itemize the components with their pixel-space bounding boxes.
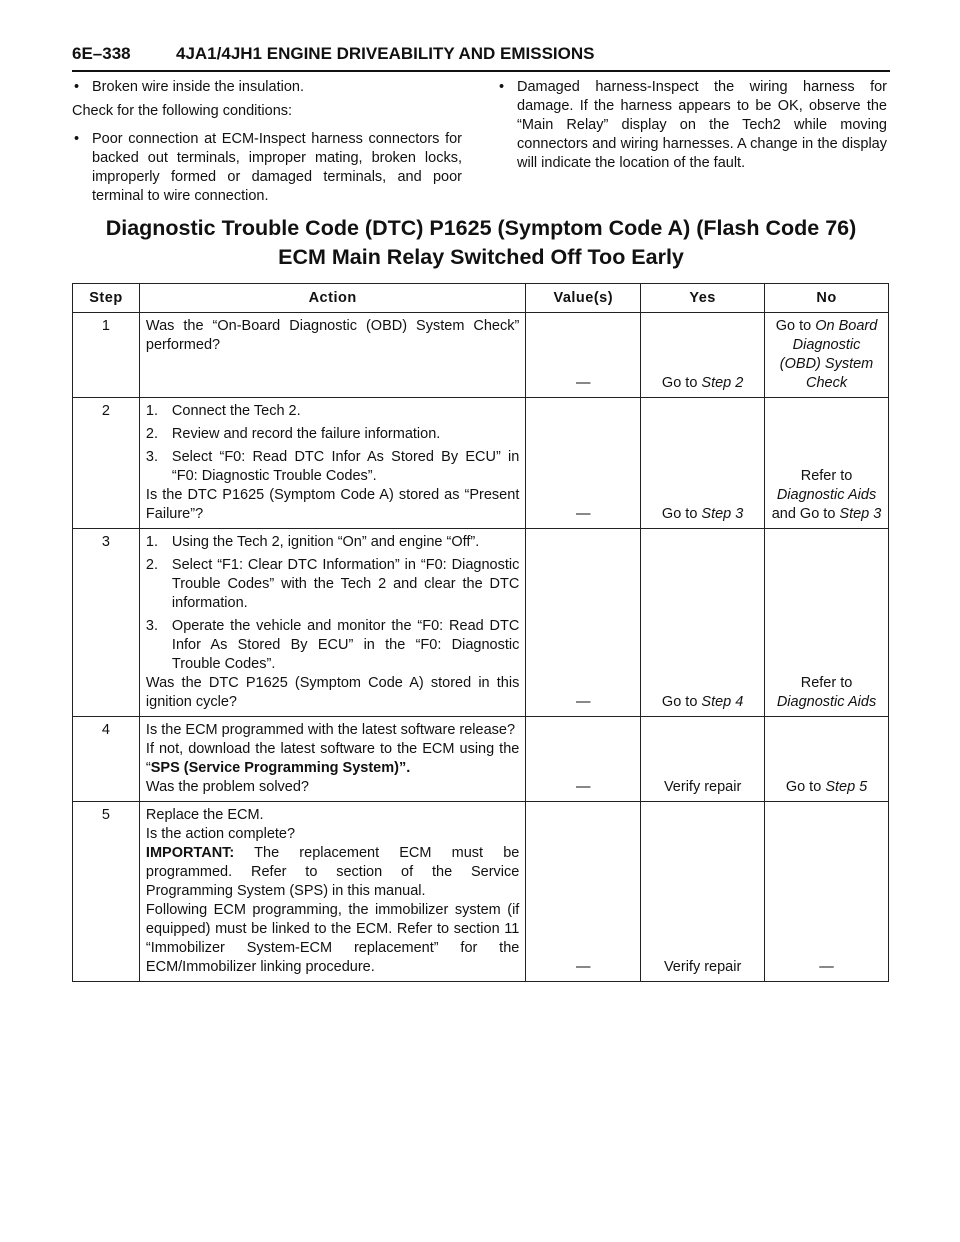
yes-cell [641, 313, 765, 398]
check-line: Check for the following conditions: [72, 103, 293, 119]
action-text: Is the ECM programmed with the latest software release? [145, 722, 516, 738]
no-cell: Go to Step 5 [765, 717, 889, 802]
action-text: Replace the ECM. [145, 807, 264, 823]
page-header [72, 44, 890, 72]
bullet-item: • Poor connection at ECM-Inspect harness connectors for backed out terminals, improper mating, broken locks, improperly formed or damaged terminals, and poor terminal to wire connection. [74, 131, 462, 204]
action-cell [139, 529, 525, 717]
action-question: Was the problem solved? [145, 779, 309, 795]
bullet-text: Damaged harness-Inspect the wiring harness for damage. If the harness appears to be OK, observe the “Main Relay” display on the Tech2 while moving connectors and wiring harnesses. A change in the display will indicate the location of the fault. [517, 79, 887, 171]
action-cell [139, 313, 525, 398]
step-number: 2 [73, 398, 140, 529]
table-row [73, 802, 889, 982]
sub-step: 2. Review and record the failure information. [145, 426, 441, 442]
yes-link[interactable]: Step 4 [701, 694, 744, 710]
step-number: 3 [73, 529, 140, 717]
action-question: Was the DTC P1625 (Symptom Code A) stored in this ignition cycle? [145, 675, 520, 710]
action-text: Was the “On-Board Diagnostic (OBD) System Check” performed? [145, 318, 520, 353]
header-no: No [765, 284, 889, 313]
table-row [73, 398, 889, 529]
action-cell [139, 398, 525, 529]
title-line-2: ECM Main Relay Switched Off Too Early [278, 245, 684, 269]
table-row [73, 529, 889, 717]
value-cell: — [526, 529, 641, 717]
no-cell [765, 313, 889, 398]
bullet-text: Broken wire inside the insulation. [92, 79, 304, 95]
no-cell: — [765, 802, 889, 982]
no-link[interactable]: On Board Diagnostic (OBD) System Check [779, 318, 878, 391]
sub-step: 1. Using the Tech 2, ignition “On” and engine “Off”. [145, 534, 480, 550]
action-question: Is the DTC P1625 (Symptom Code A) stored as “Present Failure”? [145, 487, 520, 522]
title-line-1: Diagnostic Trouble Code (DTC) P1625 (Symptom Code A) (Flash Code 76) [105, 216, 857, 240]
action-text: If not, download the latest software to the ECM using the “SPS (Service Programming System)”. [145, 741, 520, 776]
step-number: 5 [73, 802, 140, 982]
yes-cell: Go to Step 4 [641, 529, 765, 717]
header-step: Step [73, 284, 140, 313]
no-link[interactable]: Diagnostic Aids [776, 694, 877, 710]
value-cell: — [526, 802, 641, 982]
no-refer: Refer to [800, 468, 853, 484]
yes-link[interactable]: Step 3 [701, 506, 744, 522]
diagnostic-table [72, 283, 889, 982]
bullet-text: Poor connection at ECM-Inspect harness connectors for backed out terminals, improper mating, broken locks, improperly formed or damaged terminals, and poor terminal to wire connection. [92, 131, 462, 204]
no-prefix: Go to [775, 318, 816, 334]
step-number: 4 [73, 717, 140, 802]
bullet-item: • Broken wire inside the insulation. [74, 79, 304, 95]
action-question: Is the action complete? [145, 826, 296, 842]
yes-link[interactable]: Step 2 [701, 375, 744, 391]
action-text: Following ECM programming, the immobilizer system (if equipped) must be linked to the ECM. Refer to section 11 “Immobilizer System-ECM replacement” for the ECM/Immobilizer linking procedure. [145, 902, 520, 975]
action-cell [139, 802, 525, 982]
value-cell: — [526, 717, 641, 802]
no-link[interactable]: Diagnostic Aids [776, 487, 877, 503]
important-note: IMPORTANT: The replacement ECM must be programmed. Refer to section of the Service Programming System (SPS) in this manual. [145, 845, 520, 899]
section-title: 4JA1/4JH1 ENGINE DRIVEABILITY AND EMISSIONS [176, 44, 595, 63]
intro-left-column [72, 78, 462, 211]
header-yes: Yes [641, 284, 765, 313]
intro-right-column [497, 78, 887, 178]
page-number: 6E–338 [72, 44, 131, 63]
sub-step: 3. Operate the vehicle and monitor the “F0: Read DTC Infor As Stored By ECU” in the “F0: Diagnostic Trouble Codes”. [145, 618, 520, 672]
step-number: 1 [73, 313, 140, 398]
header-action: Action [139, 284, 525, 313]
no-cell [765, 529, 889, 717]
yes-cell: Verify repair [641, 802, 765, 982]
yes-cell: Verify repair [641, 717, 765, 802]
yes-prefix: Go to [661, 375, 702, 391]
value-cell: — [526, 313, 641, 398]
bullet-item: • Damaged harness-Inspect the wiring harness for damage. If the harness appears to be OK, observe the “Main Relay” display on the Tech2 while moving connectors and wiring harnesses. A change in the display will indicate the location of the fault. [499, 79, 887, 171]
no-refer: Refer to [800, 675, 853, 691]
table-row [73, 717, 889, 802]
no-cell: Refer to Diagnostic Aids and Go to Step 3 [765, 398, 889, 529]
table-header-row [73, 284, 889, 313]
table-row [73, 313, 889, 398]
yes-cell: Go to Step 3 [641, 398, 765, 529]
header-values: Value(s) [526, 284, 641, 313]
sub-step: 3. Select “F0: Read DTC Infor As Stored By ECU” in “F0: Diagnostic Trouble Codes”. [145, 449, 520, 484]
sub-step: 1. Connect the Tech 2. [145, 403, 301, 419]
action-cell [139, 717, 525, 802]
dtc-title [72, 214, 890, 272]
no-link[interactable]: Step 5 [825, 779, 868, 795]
sub-step: 2. Select “F1: Clear DTC Information” in “F0: Diagnostic Trouble Codes” with the Tech 2 and clear the DTC information. [145, 557, 520, 611]
no-link[interactable]: Step 3 [839, 506, 882, 522]
value-cell: — [526, 398, 641, 529]
